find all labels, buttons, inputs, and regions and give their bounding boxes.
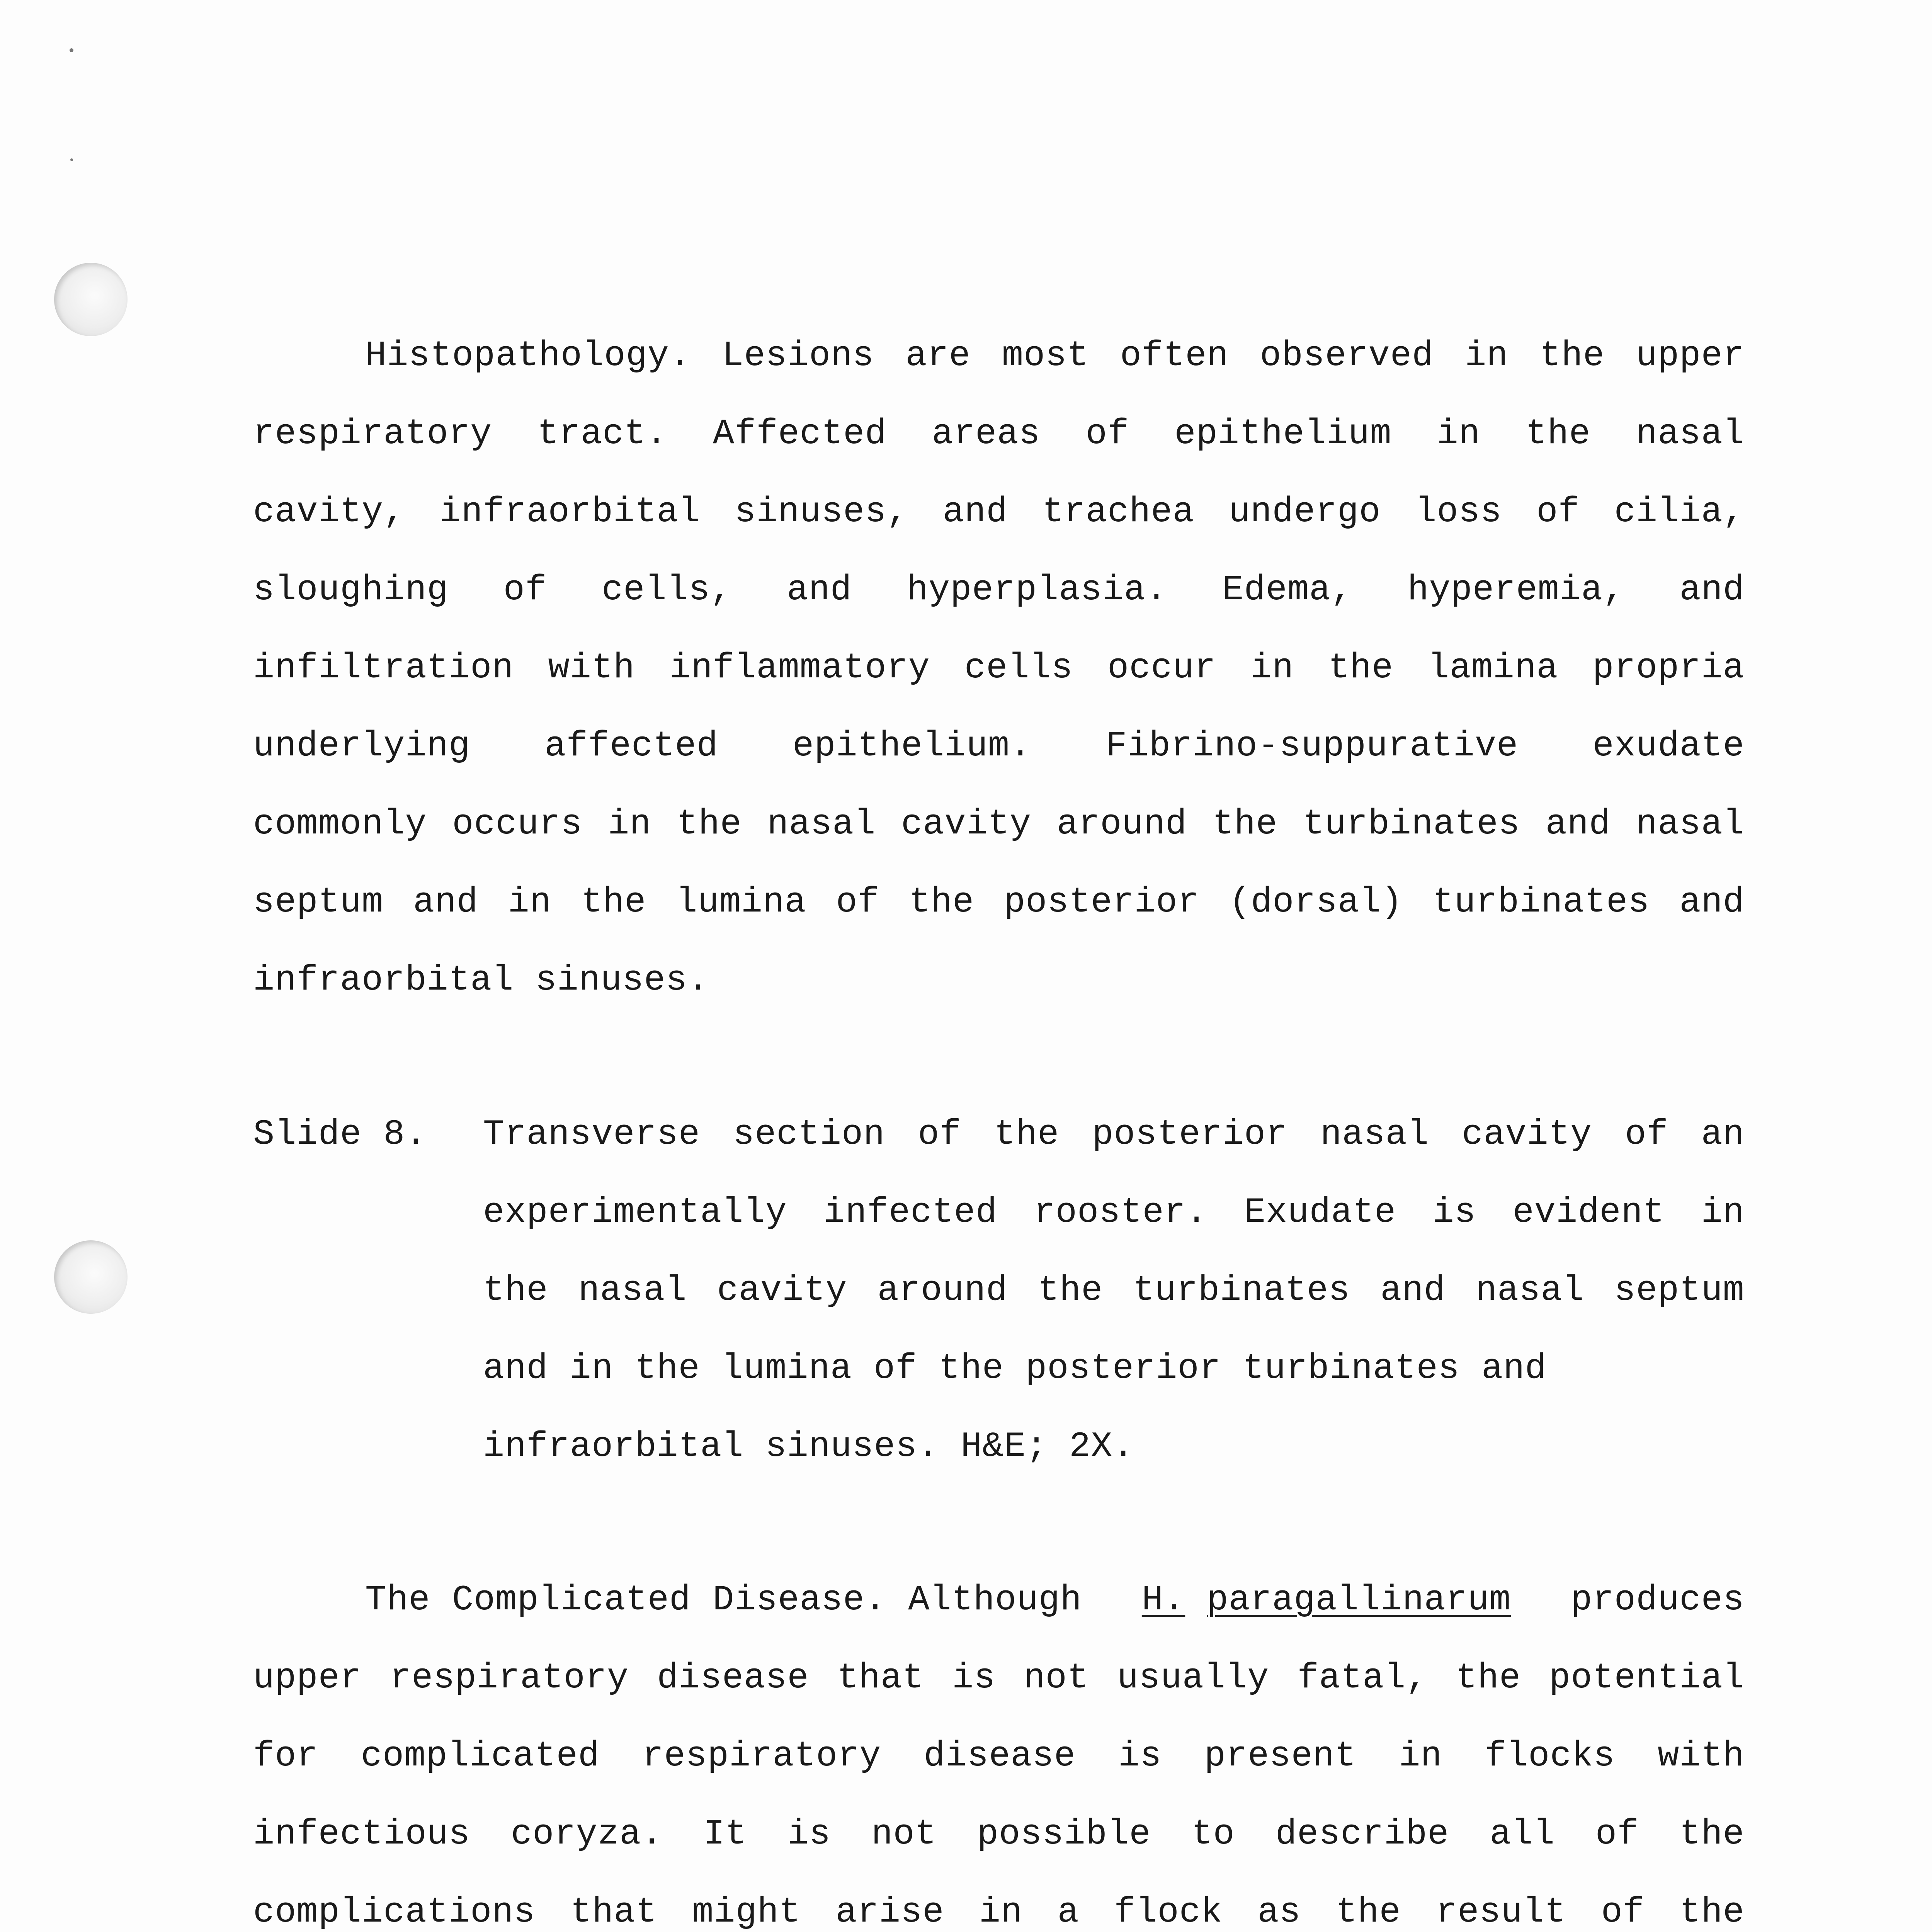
word: the	[1526, 413, 1591, 454]
word: upper	[253, 1658, 362, 1698]
word: trachea	[1042, 492, 1194, 532]
word: not	[871, 1814, 937, 1854]
word: around	[877, 1270, 1008, 1311]
word: the	[1456, 1658, 1521, 1698]
text-line	[253, 785, 1745, 863]
word: complicated	[361, 1736, 600, 1776]
word: the	[581, 882, 646, 922]
word: disease	[657, 1658, 809, 1698]
word: It	[703, 1814, 747, 1854]
word: is	[1432, 1192, 1476, 1233]
word: arise	[835, 1892, 944, 1932]
word: Fibrino-suppurative	[1105, 726, 1519, 766]
scan-speck	[70, 158, 73, 161]
word: commonly	[253, 804, 427, 844]
word: hyperplasia.	[906, 570, 1168, 610]
word: not	[1024, 1658, 1089, 1698]
word: of	[918, 1114, 961, 1155]
word: cavity	[1462, 1114, 1592, 1155]
word: the	[1037, 1270, 1103, 1311]
word: the	[677, 804, 742, 844]
word: cavity,	[253, 492, 405, 532]
word: all	[1490, 1814, 1555, 1854]
word: of	[836, 882, 879, 922]
word: areas	[932, 413, 1041, 454]
word: Transverse	[483, 1114, 701, 1155]
complicated-disease-paragraph	[253, 1561, 1745, 1932]
word: in	[1250, 648, 1294, 688]
slide-label: Slide 8.	[253, 1114, 427, 1155]
word: in	[1465, 335, 1509, 376]
word: epithelium	[1174, 413, 1392, 454]
word: fatal,	[1297, 1658, 1428, 1698]
word: an	[1701, 1114, 1745, 1155]
text-line	[253, 1561, 1745, 1639]
word: might	[692, 1892, 801, 1932]
word: inflammatory	[669, 648, 930, 688]
slide-caption-lines	[483, 1095, 1745, 1486]
word: H&E;	[961, 1426, 1048, 1467]
text-line	[253, 1639, 1745, 1717]
text-line	[253, 551, 1745, 629]
word: describe	[1275, 1814, 1449, 1854]
word: in	[570, 1348, 614, 1389]
word: in	[508, 882, 551, 922]
word: cavity	[717, 1270, 847, 1311]
word: cells	[964, 648, 1073, 688]
word: possible	[977, 1814, 1151, 1854]
word: experimentally	[483, 1192, 787, 1233]
word: of	[1085, 413, 1129, 454]
word: nasal	[1320, 1114, 1429, 1155]
word: respiratory	[253, 413, 492, 454]
word: the	[1679, 1892, 1745, 1932]
word: of	[873, 1348, 917, 1389]
word: with	[1658, 1736, 1745, 1776]
word: Exudate	[1244, 1192, 1396, 1233]
word: observed	[1260, 335, 1434, 376]
text-line	[253, 1873, 1745, 1932]
text-line	[483, 1095, 1745, 1173]
word: coryza.	[511, 1814, 663, 1854]
word: sinuses,	[735, 492, 908, 532]
histopathology-paragraph	[253, 317, 1745, 1019]
word: hyperemia,	[1407, 570, 1625, 610]
text-line	[253, 629, 1745, 707]
word: upper	[1636, 335, 1745, 376]
word: the	[635, 1348, 700, 1389]
word: nasal	[1636, 413, 1745, 454]
text-line	[253, 473, 1745, 551]
word: Lesions	[722, 335, 874, 376]
word: turbinates	[1242, 1348, 1460, 1389]
word: sinuses.	[535, 960, 709, 1000]
word: flock	[1114, 1892, 1223, 1932]
word: are	[905, 335, 971, 376]
word: the	[1679, 1814, 1745, 1854]
line-text: produces	[1571, 1580, 1745, 1620]
word: the	[909, 882, 975, 922]
word: the	[1328, 648, 1394, 688]
word: respiratory	[642, 1736, 881, 1776]
word: sinuses.	[765, 1426, 939, 1467]
word: lamina	[1428, 648, 1558, 688]
word: posterior	[1092, 1114, 1288, 1155]
word: and	[413, 882, 478, 922]
word: potential	[1549, 1658, 1745, 1698]
word: posterior	[1026, 1348, 1221, 1389]
text-line	[253, 395, 1745, 473]
organism-name	[1142, 1561, 1511, 1639]
slide-caption	[253, 1095, 1745, 1486]
word: and	[1380, 1270, 1446, 1311]
word: in	[979, 1892, 1023, 1932]
word: turbinates	[1303, 804, 1520, 844]
species-name: paragallinarum	[1207, 1580, 1511, 1620]
word: nasal	[767, 804, 876, 844]
word: infectious	[253, 1814, 471, 1854]
text-line	[253, 317, 1745, 395]
word: of	[1625, 1114, 1668, 1155]
binder-hole	[54, 1240, 128, 1314]
word: infraorbital	[253, 960, 514, 1000]
word: result	[1436, 1892, 1566, 1932]
word: and	[1481, 1348, 1547, 1389]
word: disease	[923, 1736, 1076, 1776]
line-text: The Complicated Disease. Although	[365, 1580, 1082, 1620]
word: Edema,	[1222, 570, 1353, 610]
word: undergo	[1228, 492, 1381, 532]
word: and	[1545, 804, 1611, 844]
word: flocks	[1485, 1736, 1615, 1776]
word: is	[787, 1814, 831, 1854]
word: the	[939, 1348, 1004, 1389]
word: the	[483, 1270, 548, 1311]
text-line	[253, 941, 1745, 1019]
word: Histopathology.	[365, 335, 691, 376]
text-line	[483, 1173, 1745, 1252]
word: the	[994, 1114, 1060, 1155]
word: infiltration	[253, 648, 514, 688]
word: cavity	[901, 804, 1032, 844]
word: that	[570, 1892, 657, 1932]
word: infected	[823, 1192, 998, 1233]
text-line	[253, 1717, 1745, 1795]
word: of	[1595, 1814, 1639, 1854]
word: sloughing	[253, 570, 449, 610]
word: septum	[1614, 1270, 1745, 1311]
word: of	[503, 570, 547, 610]
word: septum	[253, 882, 384, 922]
text-line	[253, 707, 1745, 785]
text-line	[483, 1408, 1745, 1486]
word: in	[1399, 1736, 1442, 1776]
word: is	[952, 1658, 996, 1698]
word: present	[1204, 1736, 1357, 1776]
word: for	[253, 1736, 318, 1776]
word: cells,	[602, 570, 732, 610]
word: infraorbital	[439, 492, 700, 532]
word: turbinates	[1133, 1270, 1350, 1311]
word: occur	[1107, 648, 1216, 688]
word: nasal	[1475, 1270, 1584, 1311]
scan-speck	[70, 48, 73, 52]
word: and	[1679, 570, 1745, 610]
word: lumina	[721, 1348, 852, 1389]
word: to	[1191, 1814, 1235, 1854]
word: around	[1056, 804, 1187, 844]
word: loss	[1415, 492, 1502, 532]
text-line	[253, 863, 1745, 941]
word: that	[837, 1658, 924, 1698]
word: with	[548, 648, 635, 688]
word: as	[1257, 1892, 1301, 1932]
word: (dorsal)	[1229, 882, 1403, 922]
word: a	[1057, 1892, 1079, 1932]
word: evident	[1512, 1192, 1665, 1233]
word: propria	[1592, 648, 1745, 688]
word: in	[608, 804, 651, 844]
binder-hole	[54, 263, 128, 336]
word: infraorbital	[483, 1426, 744, 1467]
word: of	[1536, 492, 1580, 532]
word: turbinates	[1432, 882, 1650, 922]
word: the	[1212, 804, 1278, 844]
word: and	[942, 492, 1008, 532]
word: Affected	[713, 413, 887, 454]
word: affected	[544, 726, 718, 766]
word: nasal	[1636, 804, 1745, 844]
word: exudate	[1592, 726, 1745, 766]
word: complications	[253, 1892, 536, 1932]
word: the	[1336, 1892, 1401, 1932]
word: underlying	[253, 726, 471, 766]
word: usually	[1117, 1658, 1269, 1698]
word: often	[1120, 335, 1229, 376]
word: lumina	[676, 882, 806, 922]
word: in	[1701, 1192, 1745, 1233]
word: respiratory	[389, 1658, 629, 1698]
word: most	[1002, 335, 1089, 376]
word: of	[1601, 1892, 1645, 1932]
text-line	[253, 1795, 1745, 1873]
word: tract.	[537, 413, 668, 454]
word: rooster.	[1034, 1192, 1208, 1233]
word: posterior	[1004, 882, 1199, 922]
word: and	[483, 1348, 548, 1389]
word: is	[1118, 1736, 1162, 1776]
word: the	[1539, 335, 1605, 376]
word: epithelium.	[792, 726, 1032, 766]
word: and	[1679, 882, 1745, 922]
word: and	[787, 570, 852, 610]
genus-abbrev: H.	[1141, 1580, 1185, 1620]
word: cilia,	[1614, 492, 1745, 532]
word: nasal	[578, 1270, 687, 1311]
word: in	[1437, 413, 1480, 454]
word: 2X.	[1069, 1426, 1134, 1467]
text-line	[483, 1330, 1745, 1408]
word: section	[733, 1114, 885, 1155]
word: occurs	[452, 804, 583, 844]
text-line	[483, 1252, 1745, 1330]
